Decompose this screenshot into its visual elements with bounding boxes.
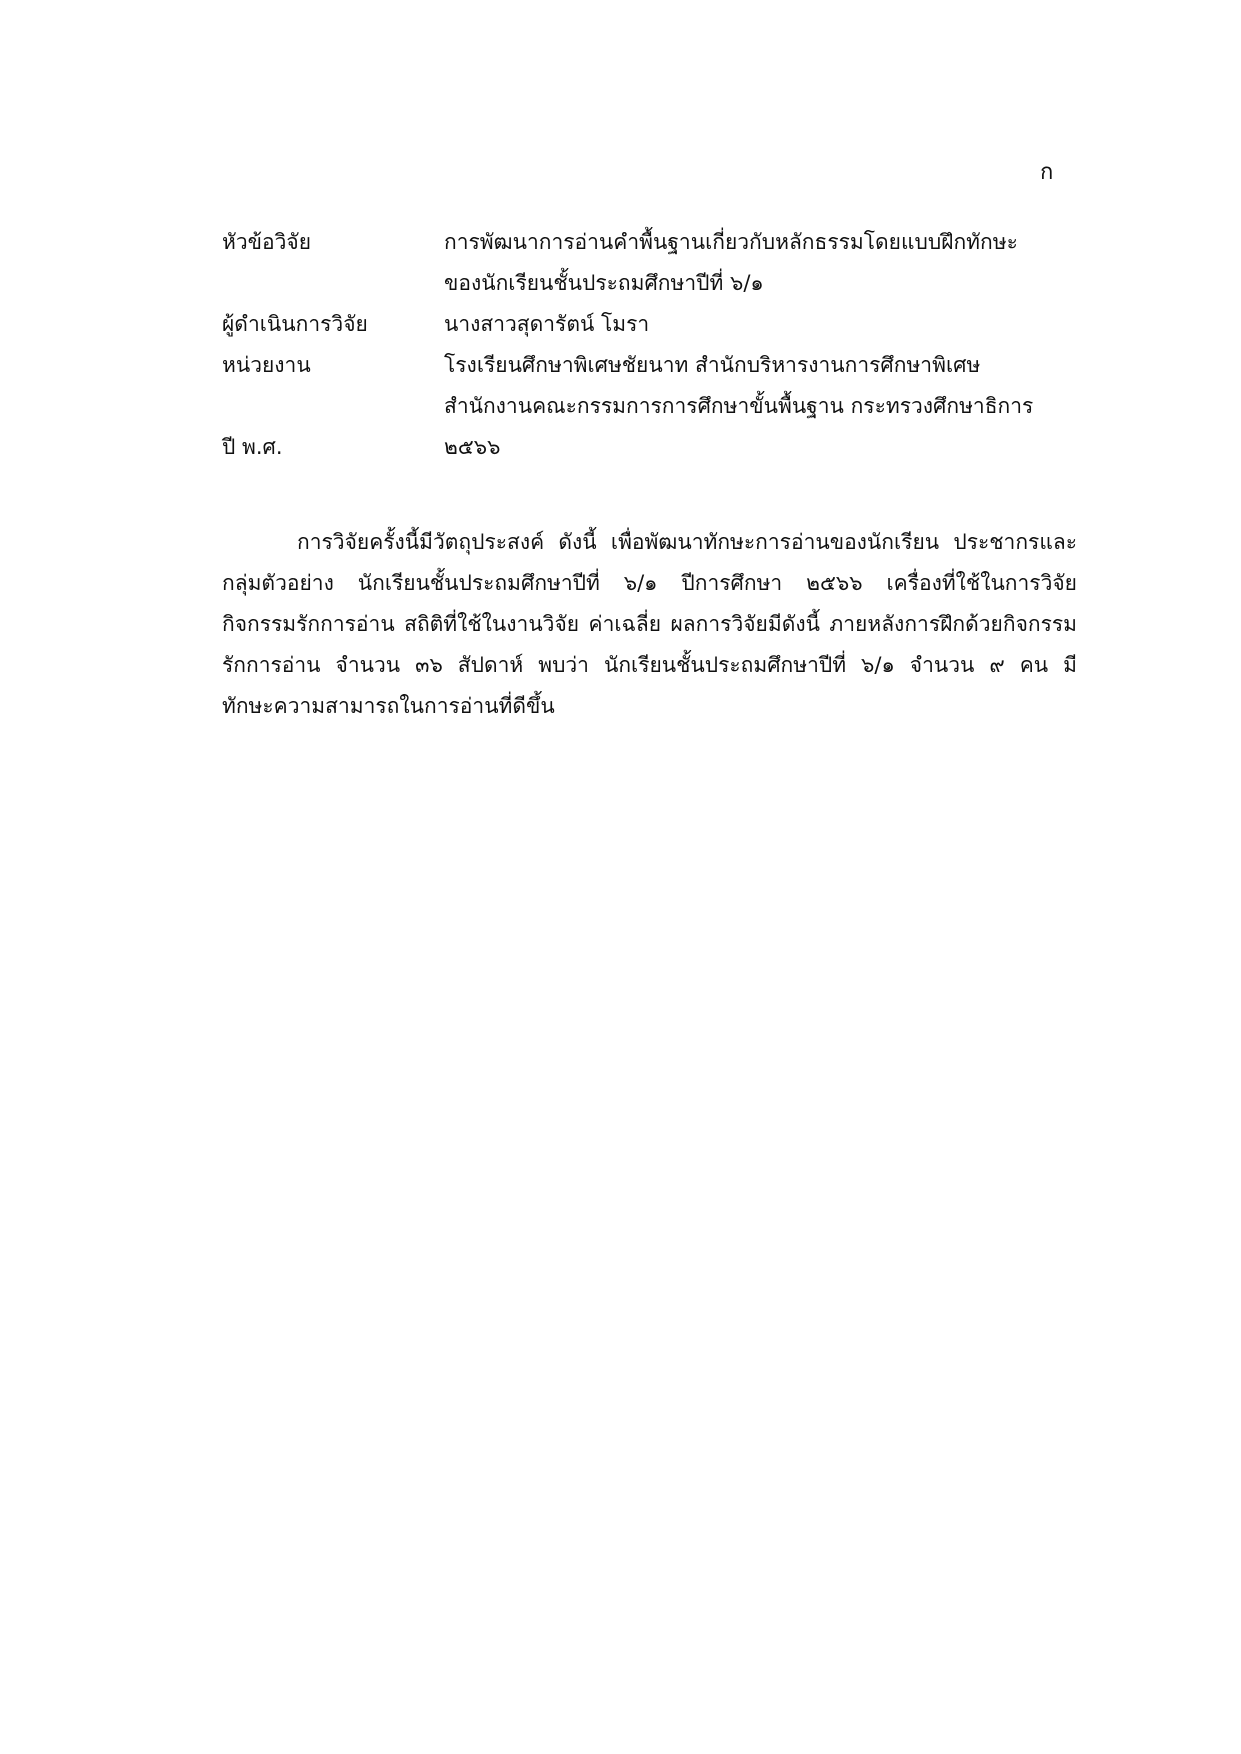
research-title-label: หัวข้อวิจัย xyxy=(222,230,312,254)
organization-label: หน่วยงาน xyxy=(222,353,311,377)
year-row xyxy=(222,427,1102,468)
organization-line: โรงเรียนศึกษาพิเศษชัยนาท สำนักบริหารงานการศึกษาพิเศษ xyxy=(444,353,981,377)
year-value: ๒๕๖๖ xyxy=(444,435,501,459)
research-title-line: ของนักเรียนชั้นประถมศึกษาปีที่ ๖/๑ xyxy=(444,271,764,295)
abstract-paragraph xyxy=(222,522,1077,727)
abstract-line: กิจกรรมรักการอ่าน สถิติที่ใช้ในงานวิจัย ค่าเฉลี่ย ผลการวิจัยมีดังนี้ ภายหลังการฝึกด้วยกิจกรรม xyxy=(222,612,1077,636)
abstract-line: รักการอ่าน จำนวน ๓๖ สัปดาห์ พบว่า นักเรียนชั้นประถมศึกษาปีที่ ๖/๑ จำนวน ๙ คน มี xyxy=(222,653,1077,677)
abstract-line: ทักษะความสามารถในการอ่านที่ดีขึ้น xyxy=(222,694,555,718)
page-number: ก xyxy=(1040,160,1054,185)
researcher-row xyxy=(222,304,1102,345)
abstract-line: การวิจัยครั้งนี้มีวัตถุประสงค์ ดังนี้ เพื่อพัฒนาทักษะการอ่านของนักเรียน ประชากรและ xyxy=(297,530,1077,554)
research-title-line: การพัฒนาการอ่านคำพื้นฐานเกี่ยวกับหลักธรรมโดยแบบฝึกทักษะ xyxy=(444,230,1018,254)
organization-line: สำนักงานคณะกรรมการการศึกษาขั้นพื้นฐาน กระทรวงศึกษาธิการ xyxy=(444,394,1034,418)
abstract-line: กลุ่มตัวอย่าง นักเรียนชั้นประถมศึกษาปีที่ ๖/๑ ปีการศึกษา ๒๕๖๖ เครื่องที่ใช้ในการวิจัย xyxy=(222,571,1077,595)
researcher-name: นางสาวสุดารัตน์ โมรา xyxy=(444,312,650,336)
year-label: ปี พ.ศ. xyxy=(222,435,283,459)
organization-row xyxy=(222,345,1102,427)
researcher-label: ผู้ดำเนินการวิจัย xyxy=(222,312,368,336)
research-info xyxy=(222,222,1102,468)
research-title-row xyxy=(222,222,1102,304)
